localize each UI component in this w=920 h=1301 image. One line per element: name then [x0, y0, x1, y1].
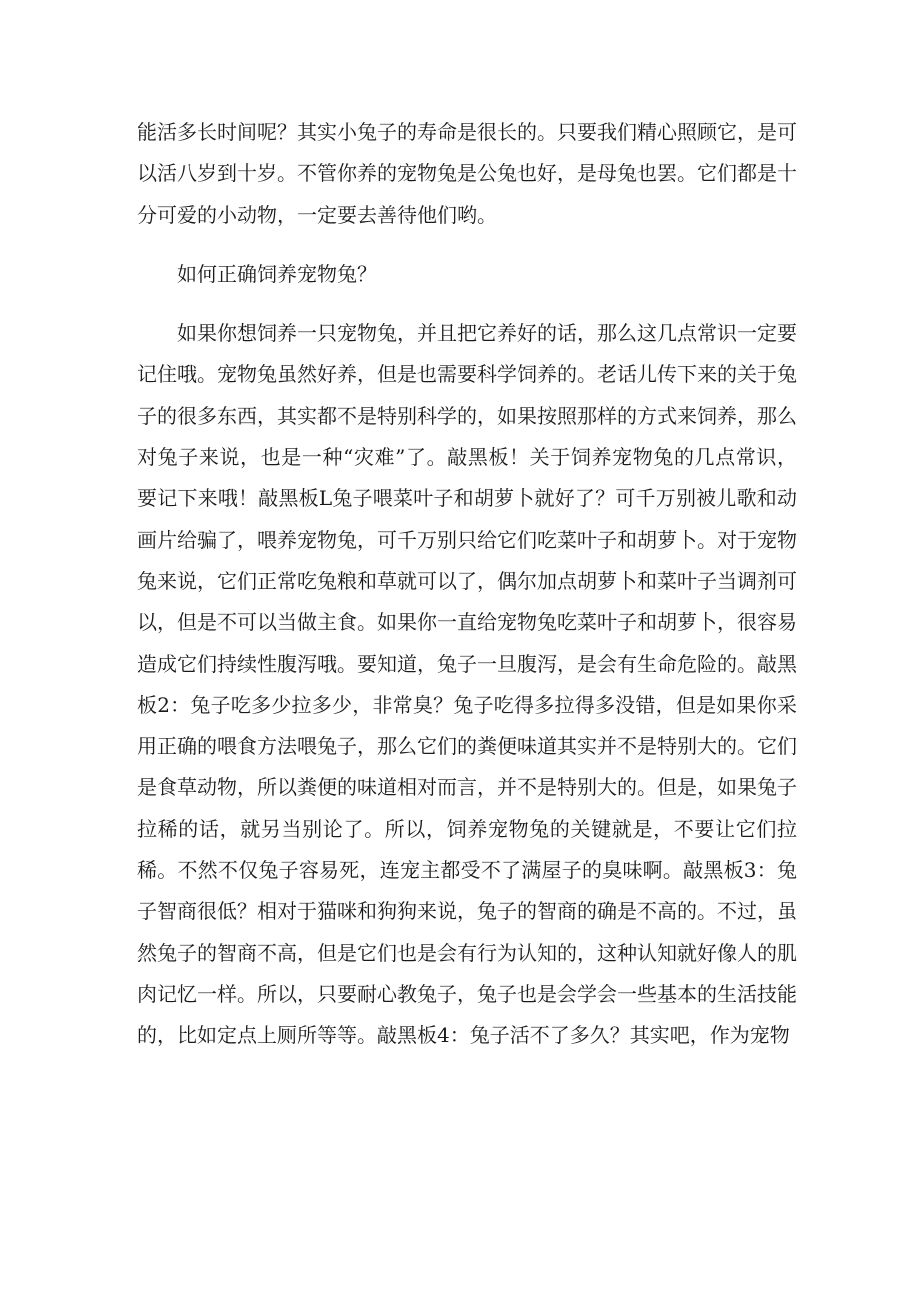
paragraph-rabbit-lifespan: 能活多长时间呢？其实小兔子的寿命是很长的。只要我们精心照顾它，是可以活八岁到十岁。不管你养的宠物兔是公兔也好，是母兔也罢。它们都是十分可爱的小动物，一定要去善待他们哟。 — [137, 120, 797, 227]
document-body — [137, 112, 797, 1057]
section-heading-how-to-raise-rabbit: 如何正确饲养宠物兔？ — [177, 261, 377, 286]
paragraph-rabbit-care-tips: 如果你想饲养一只宠物兔，并且把它养好的话，那么这几点常识一定要记住哦。宠物兔虽然好养，但是也需要科学饲养的。老话儿传下来的关于兔子的很多东西，其实都不是特别科学的，如果按照那样的方式来饲养，那么对兔子来说，也是一种“灾难”了。敲黑板！关于饲养宠物兔的几点常识，要记下来哦！敲黑板L兔子喂菜叶子和胡萝卜就好了？可千万别被儿歌和动画片给骗了，喂养宠物兔，可千万别只给它们吃菜叶子和胡萝卜。对于宠物兔来说，它们正常吃兔粮和草就可以了，偶尔加点胡萝卜和菜叶子当调剂可以，但是不可以当做主食。如果你一直给宠物兔吃菜叶子和胡萝卜，很容易造成它们持续性腹泻哦。要知道，兔子一旦腹泻，是会有生命危险的。敲黑板2：兔子吃多少拉多少，非常臭？兔子吃得多拉得多没错，但是如果你采用正确的喂食方法喂兔子，那么它们的粪便味道其实并不是特别大的。它们是食草动物，所以粪便的味道相对而言，并不是特别大的。但是，如果兔子拉稀的话，就另当别论了。所以，饲养宠物兔的关键就是，不要让它们拉稀。不然不仅兔子容易死，连宠主都受不了满屋子的臭味啊。敲黑板3：兔子智商很低？相对于猫咪和狗狗来说，兔子的智商的确是不高的。不过，虽然兔子的智商不高，但是它们也是会有行为认知的，这种认知就好像人的肌肉记忆一样。所以，只要耐心教兔子，兔子也是会学会一些基本的生活技能的，比如定点上厕所等等。敲黑板4：兔子活不了多久？其实吧，作为宠物 — [137, 321, 797, 1048]
